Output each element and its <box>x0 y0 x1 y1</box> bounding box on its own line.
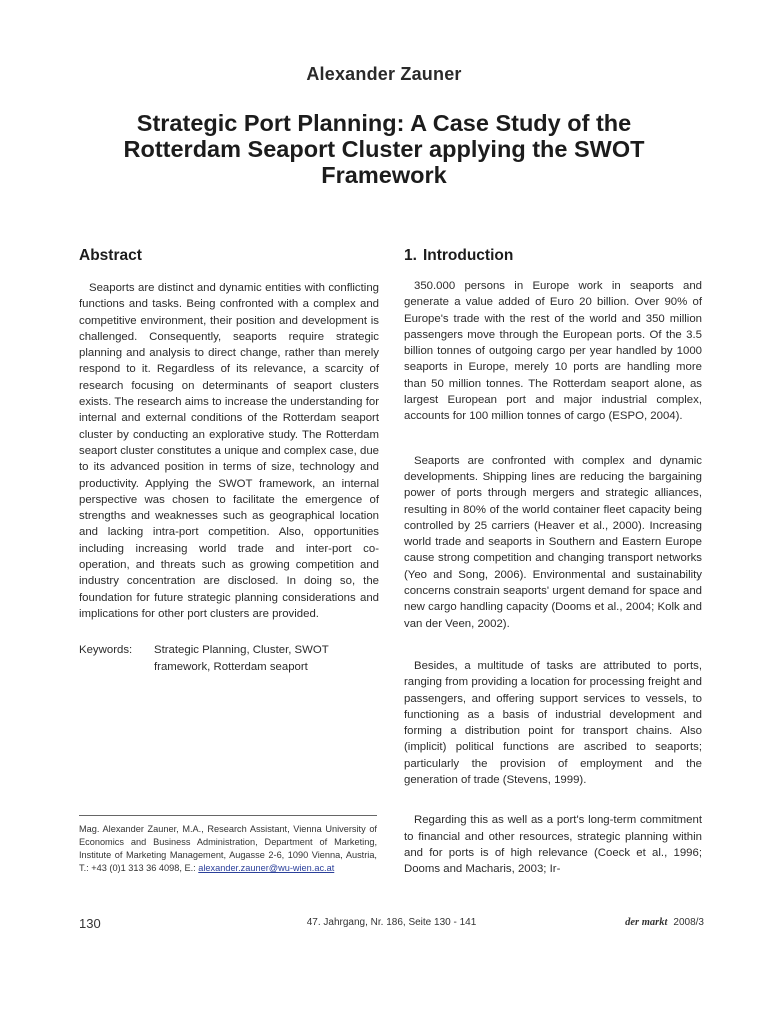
issue-info: 47. Jahrgang, Nr. 186, Seite 130 - 141 <box>306 917 477 928</box>
keywords-label: Keywords: <box>79 644 133 657</box>
journal-name: der markt <box>625 917 668 928</box>
intro-paragraph-1: 350.000 persons in Europe work in seaports and generate a value added of Euro 20 billion. Over 90% of Europe's trade with the rest of the world and 350 million passengers move through the European ports. Of the 3.5 billion tonnes of outgoing cargo per year handled by 1000 seaports in Europe, merely 10 ports are handling more than 50 million tonnes. The Rotterdam seaport alone, as largest European port and major industrial complex, accounts for 100 million tonnes of cargo (ESPO, 2004). <box>404 280 702 423</box>
abstract-text: Seaports are distinct and dynamic entities with conflicting functions and tasks. Being confronted with a complex and competitive environment, their position and development is challenged. Consequently, seaports require strategic planning and analysis to direct change, rather than merely respond to it. Regardless of its relevance, a scarcity of research focusing on determinants of seaport clusters exists. The research aims to increase the understanding for internal and external conditions of the Rotterdam seaport cluster by conducting an explorative study. The Rotterdam seaport cluster constitutes a unique and complex case, due to its advanced position in terms of size, technology and productivity. Applying the SWOT framework, an internal perspective was chosen to facilitate the emergence of strengths and weaknesses such as geographical location and lacking intra-port competition. Also, opportunities including increasing world trade and inter-port co-operation, and threats such as growing competition and industry concentration are disclosed. In doing so, the foundation for future strategic planning considerations and implications for other port clusters are provided. <box>79 282 379 620</box>
footnote-divider <box>79 815 377 816</box>
page-number: 130 <box>79 916 101 931</box>
intro-paragraph-4: Regarding this as well as a port's long-term commitment to financial and other resources, strategic planning within and for ports is of high relevance (Coeck et al., 1996; Dooms and Macharis, 2003; Ir- <box>404 814 702 876</box>
section-number: 1. <box>404 247 417 264</box>
title-line-1: Strategic Port Planning: A Case Study of the <box>136 110 632 136</box>
intro-paragraph-3: Besides, a multitude of tasks are attributed to ports, ranging from providing a location for processing freight and passengers, and offering support services to vessels, to functioning as a basis of industrial development and forming a distribution point for transport chains. Also (implicit) political functions are ascribed to seaports; particularly the provision of employment and the generation of trade (Stevens, 1999). <box>404 659 702 787</box>
page-footer <box>79 916 704 934</box>
title-line-3: Framework <box>321 162 447 188</box>
author-footnote <box>79 823 377 875</box>
abstract-heading: Abstract <box>79 247 142 264</box>
author-email-link[interactable]: alexander.zauner@wu-wien.ac.at <box>198 863 335 873</box>
keywords-text: Strategic Planning, Cluster, SWOT framework, Rotterdam seaport <box>154 644 329 673</box>
journal-info <box>625 917 704 928</box>
keywords <box>79 642 379 675</box>
title-line-2: Rotterdam Seaport Cluster applying the SWOT <box>123 136 645 162</box>
footnote-text: Mag. Alexander Zauner, M.A., Research Assistant, Vienna University of Economics and Business Administration, Department of Marketing, Institute of Marketing Management, Augasse 2-6, 1090 Vienna, Austria, T.: +43 (0)1 313 36 4098, E.: <box>79 824 377 873</box>
abstract-column <box>79 246 379 675</box>
introduction-column <box>404 246 702 878</box>
section-title: Introduction <box>422 247 514 264</box>
paper-title <box>80 110 688 188</box>
author-name: Alexander Zauner <box>306 64 462 84</box>
journal-volume: 2008/3 <box>673 917 704 928</box>
introduction-heading <box>404 246 702 266</box>
intro-paragraph-2: Seaports are confronted with complex and dynamic developments. Shipping lines are reducing the bargaining power of ports through mergers and strategic alliances, resulting in 80% of the world container fleet capacity being controlled by 25 carriers (Heaver et al., 2000). Increasing world trade and seaports in Southern and Eastern Europe cause strong competition and changing transport networks (Yeo and Song, 2006). Environmental and sustainability concerns constrain seaports' urgent demand for space and new cargo handling capacity (Dooms et al., 2004; Kolk and van der Veen, 2002). <box>404 454 702 630</box>
